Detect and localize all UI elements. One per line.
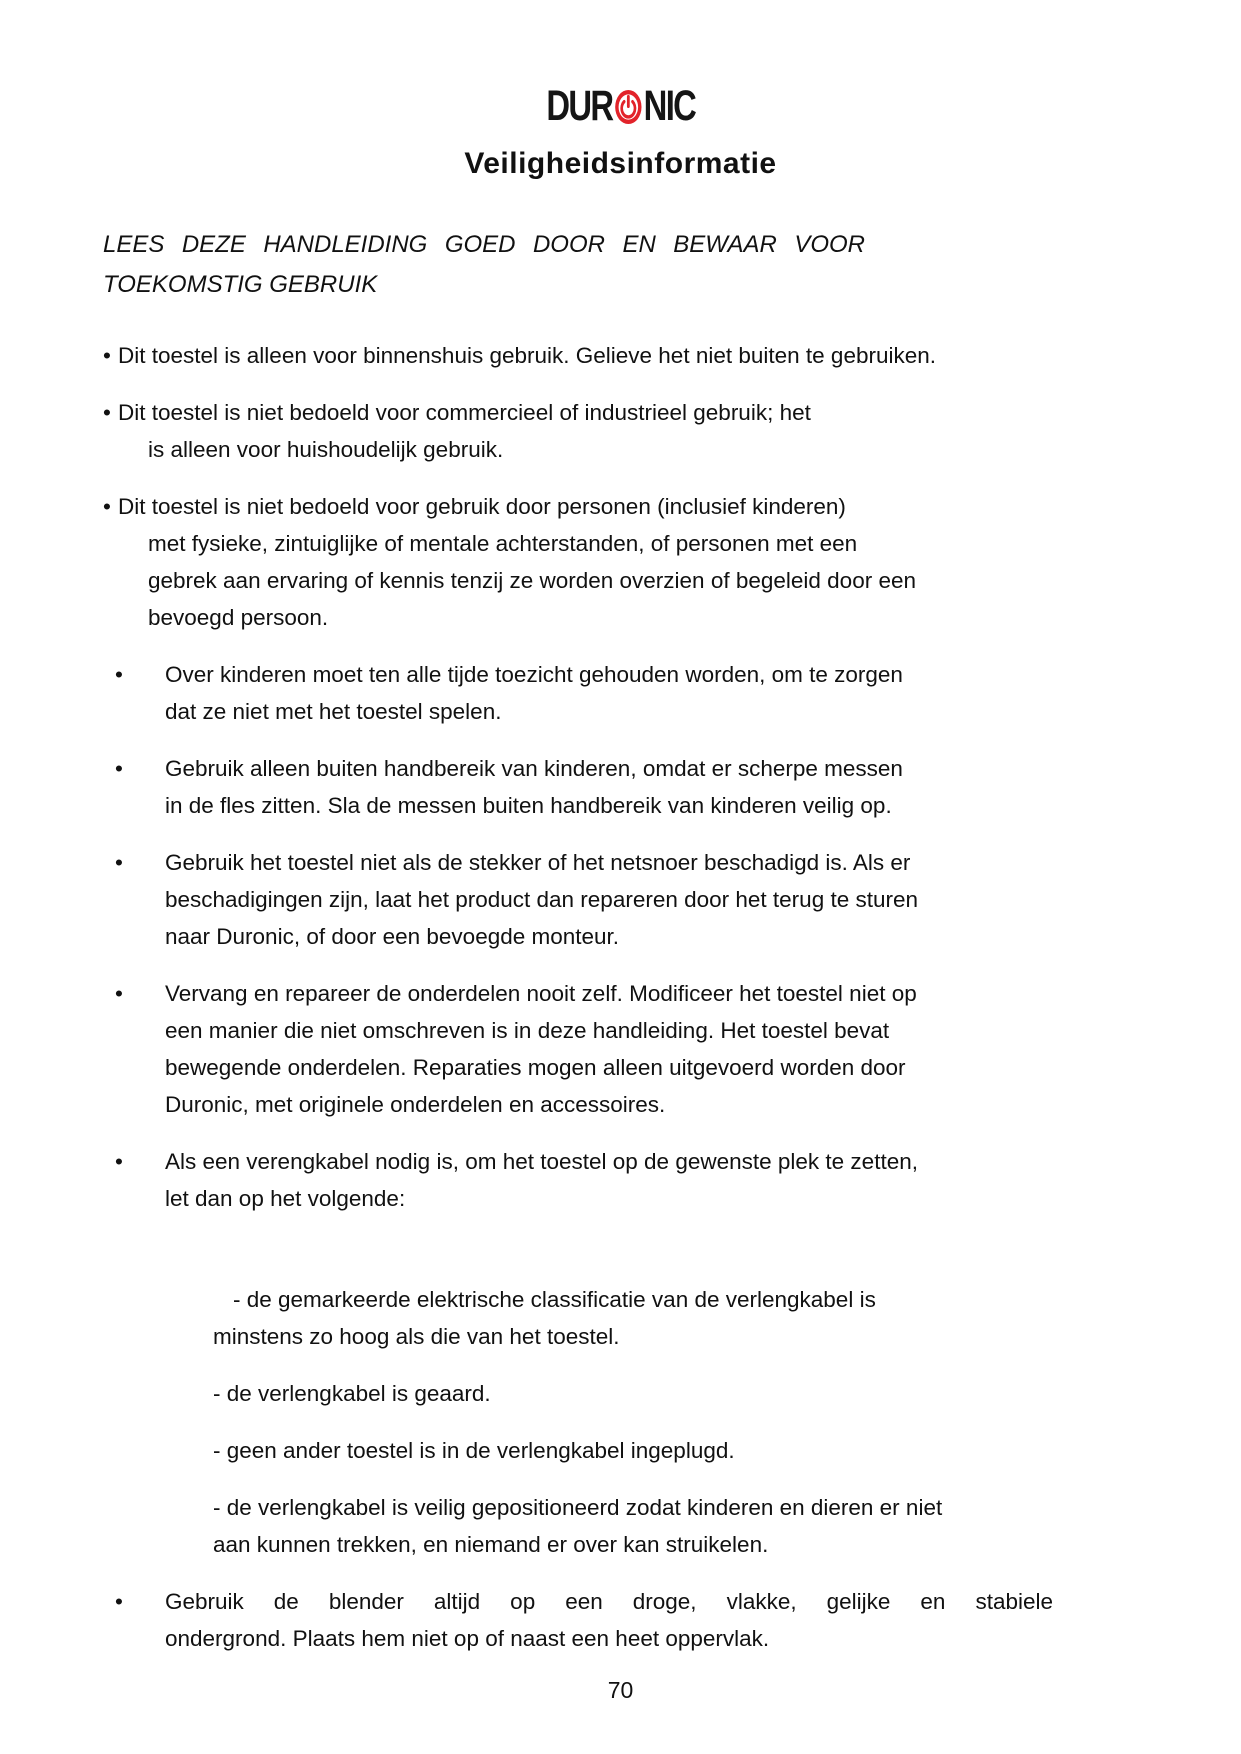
list-item — [103, 1583, 1138, 1657]
sub-list-item — [103, 1432, 1138, 1469]
text-line — [103, 750, 1138, 787]
text-line: beschadigingen zijn, laat het product dan repareren door het terug te sturen — [165, 887, 919, 912]
text-line: naar Duronic, of door een bevoegde monteur. — [165, 924, 620, 949]
text-segment: Gebruik het toestel niet als de stekker of het netsnoer beschadigd is. Als er — [165, 850, 911, 875]
list-item — [103, 975, 1138, 1123]
list-item — [103, 337, 1138, 374]
list-item — [103, 394, 1138, 468]
text-segment: Over kinderen moet ten alle tijde toezicht gehouden worden, om te zorgen — [165, 662, 903, 687]
text-line — [103, 337, 1138, 374]
bullet-icon: • — [103, 400, 111, 425]
text-line — [103, 1143, 1138, 1180]
text-line: in de fles zitten. Sla de messen buiten handbereik van kinderen veilig op. — [165, 793, 892, 818]
list-item — [103, 750, 1138, 824]
text-line: is alleen voor huishoudelijk gebruik. — [148, 437, 504, 462]
logo-text-prefix: DUR — [546, 82, 613, 130]
text-line: gebrek aan ervaring of kennis tenzij ze worden overzien of begeleid door een — [148, 568, 916, 593]
page-number: 70 — [607, 1677, 634, 1703]
text-line: Duronic, met originele onderdelen en accessoires. — [165, 1092, 666, 1117]
text-line — [103, 1583, 1053, 1620]
list-item — [103, 488, 1138, 636]
bullet-icon: • — [115, 981, 123, 1006]
text-segment: Gebruik de blender altijd op een droge, vlakke, gelijke en stabiele — [165, 1589, 1053, 1614]
text-line: bevoegd persoon. — [148, 605, 329, 630]
text-line: een manier die niet omschreven is in deze handleiding. Het toestel bevat — [165, 1018, 890, 1043]
list-item — [103, 844, 1138, 955]
intro-line: LEES DEZE HANDLEIDING GOED DOOR EN BEWAAR VOOR — [103, 231, 865, 258]
text-line: met fysieke, zintuiglijke of mentale achterstanden, of personen met een — [148, 531, 858, 556]
bullet-icon: • — [103, 343, 111, 368]
power-icon — [614, 88, 642, 124]
bullet-icon: • — [115, 850, 123, 875]
text-line — [103, 656, 1138, 693]
text-segment: Dit toestel is niet bedoeld voor commercieel of industrieel gebruik; het — [118, 400, 811, 425]
page-title: Veiligheidsinformatie — [464, 147, 777, 180]
list-item — [103, 656, 1138, 730]
bullet-icon: • — [115, 662, 123, 687]
brand-logo — [103, 84, 1138, 129]
text-line: - de gemarkeerde elektrische classificatie van de verlengkabel is — [233, 1287, 876, 1312]
bullet-icon: • — [103, 494, 111, 519]
sub-list-item — [103, 1489, 1138, 1563]
sub-list-item — [103, 1375, 1138, 1412]
logo-text-suffix: NIC — [643, 82, 695, 130]
bullet-icon: • — [115, 756, 123, 781]
text-line: bewegende onderdelen. Reparaties mogen alleen uitgevoerd worden door — [165, 1055, 906, 1080]
intro-heading — [103, 225, 865, 305]
text-line: - geen ander toestel is in de verlengkabel ingeplugd. — [213, 1438, 735, 1463]
text-line — [103, 488, 1138, 525]
text-line: dat ze niet met het toestel spelen. — [165, 699, 502, 724]
safety-list — [103, 337, 1138, 1657]
text-line — [103, 844, 1138, 881]
text-segment: Vervang en repareer de onderdelen nooit zelf. Modificeer het toestel niet op — [165, 981, 917, 1006]
text-line: - de verlengkabel is geaard. — [213, 1381, 491, 1406]
text-segment: Als een verengkabel nodig is, om het toestel op de gewenste plek te zetten, — [165, 1149, 918, 1174]
bullet-icon: • — [115, 1589, 123, 1614]
text-line: aan kunnen trekken, en niemand er over kan struikelen. — [213, 1532, 769, 1557]
list-item — [103, 1143, 1138, 1217]
text-line: let dan op het volgende: — [165, 1186, 406, 1211]
text-line — [103, 394, 1138, 431]
text-line: ondergrond. Plaats hem niet op of naast een heet oppervlak. — [165, 1626, 770, 1651]
text-line — [103, 975, 1138, 1012]
text-segment: Dit toestel is alleen voor binnenshuis gebruik. Gelieve het niet buiten te gebruiken. — [118, 343, 936, 368]
text-segment: Dit toestel is niet bedoeld voor gebruik door personen (inclusief kinderen) — [118, 494, 846, 519]
sub-list-item — [103, 1281, 1138, 1355]
bullet-icon: • — [115, 1149, 123, 1174]
text-line: minstens zo hoog als die van het toestel. — [213, 1324, 620, 1349]
text-segment: Gebruik alleen buiten handbereik van kinderen, omdat er scherpe messen — [165, 756, 903, 781]
text-line: - de verlengkabel is veilig gepositioneerd zodat kinderen en dieren er niet — [213, 1495, 943, 1520]
intro-line: TOEKOMSTIG GEBRUIK — [103, 271, 378, 298]
